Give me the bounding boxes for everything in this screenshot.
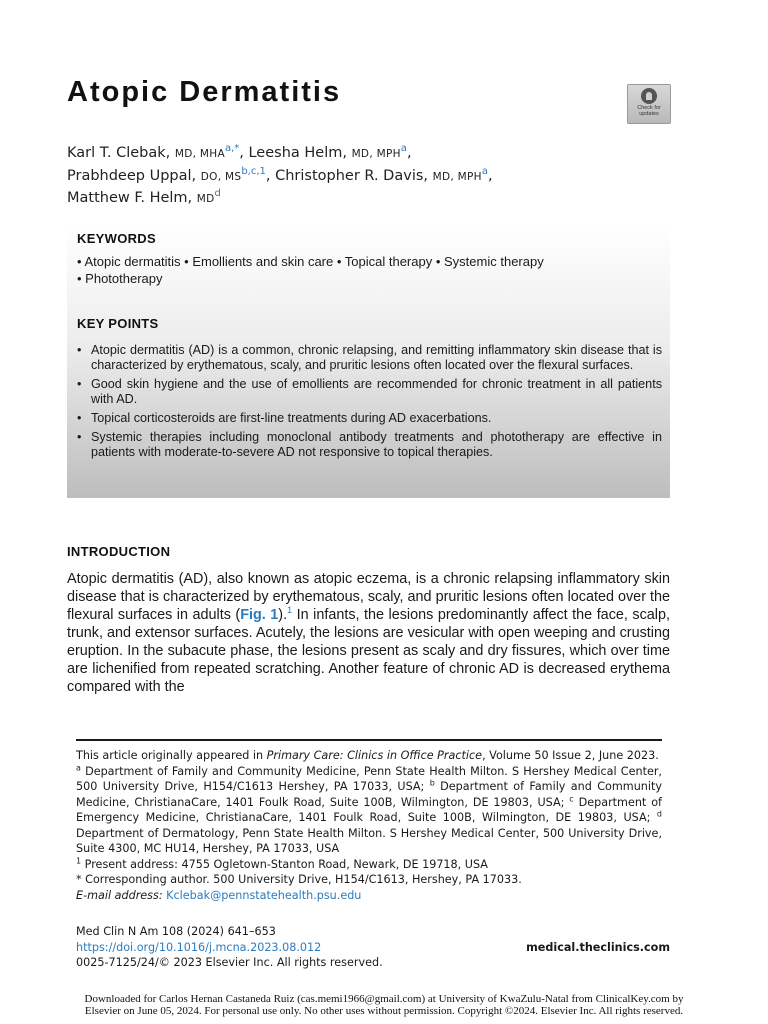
download-notice: Downloaded for Carlos Hernan Castaneda Ruiz (cas.memi1966@gmail.com) at University of KwaZulu-Natal from ClinicalKey.com by Elsevier on June 05, 2024. For personal use only. No other uses without permission. Copyright ©2024. Elsevier Inc. All rights reserved.	[84, 993, 684, 1017]
author-affiliation-link[interactable]: d	[214, 188, 221, 200]
check-for-updates-badge[interactable]	[627, 84, 671, 124]
key-point: • Atopic dermatitis (AD) is a common, chronic relapsing, and remitting inflammatory skin disease that is characterized by erythematous, scaly, and pruritic lesions often located over the flexural surfaces.	[77, 343, 662, 373]
citation-block	[76, 924, 670, 971]
figure-1-link[interactable]: Fig. 1	[240, 607, 279, 623]
keyword: Topical therapy	[344, 254, 433, 269]
present-address: $^1$ Present address: 4755 Ogletown-Stanton Road, Newark, DE 19718, USA	[76, 855, 488, 871]
author-degrees: MD, MPH	[351, 148, 401, 160]
author-name: Christopher R. Davis,	[275, 167, 429, 184]
author-degrees: MD, MHA	[174, 148, 225, 160]
affiliations: $^a$ Department of Family and Community Medicine, Penn State Health Milton. S Hershey Medical Center, 500 University Drive, H154/C1613 Hershey, PA 17033, USA; $^b$ Department of Family and Community Medicine, ChristianaCare, 1401 Foulk Road, Suite 100B, Wilmington, DE 19803, USA; $^c$ Department of Emergency Medicine, ChristianaCare, 1401 Foulk Road, Suite 100B, Wilmington, DE 19803, USA; $^d$ Department of Dermatology, Penn State Health Milton. S Hershey Medical Center, 500 University Drive, Suite 4300, MC HU14, Hershey, PA 17033, USA	[76, 762, 662, 855]
corresponding-author: * Corresponding author. 500 University Drive, H154/C1613, Hershey, PA 17033.	[76, 873, 522, 886]
author-name: Prabhdeep Uppal,	[67, 167, 197, 184]
abstract-box	[67, 224, 670, 498]
check-for-updates-label: Check for updates	[637, 105, 661, 117]
author-degrees: MD	[196, 193, 215, 205]
keywords-heading: KEYWORDS	[77, 231, 156, 246]
bookmark-icon	[641, 88, 657, 104]
email-line: E-mail address: Kclebak@pennstatehealth.psu.edu	[76, 888, 362, 902]
footnotes	[76, 748, 662, 903]
author-name: Karl T. Clebak,	[67, 145, 171, 161]
author-degrees: MD, MPH	[432, 170, 482, 183]
doi-link[interactable]: https://doi.org/10.1016/j.mcna.2023.08.012	[76, 940, 322, 954]
key-points-heading: KEY POINTS	[77, 316, 159, 331]
author-name: Matthew F. Helm,	[67, 190, 193, 206]
article-title: Atopic Dermatitis	[67, 76, 342, 108]
key-point: • Systemic therapies including monoclonal antibody treatments and phototherapy are effective in patients with moderate-to-severe AD not responsive to topical therapies.	[77, 430, 662, 460]
keyword: Atopic dermatitis	[84, 254, 181, 269]
key-points-list	[77, 343, 662, 464]
keyword: Emollients and skin care	[192, 254, 334, 269]
origin-note: This article originally appeared in Primary Care: Clinics in Office Practice, Volume 50 Issue 2, June 2023.	[76, 749, 659, 762]
reference-1-link[interactable]: 1	[287, 605, 293, 616]
footnote-divider	[76, 739, 662, 741]
journal-citation: Med Clin N Am 108 (2024) 641–653	[76, 925, 276, 938]
site-link[interactable]: medical.theclinics.com	[526, 940, 670, 954]
copyright-line: 0025-7125/24/© 2023 Elsevier Inc. All rights reserved.	[76, 956, 383, 969]
keyword: Phototherapy	[85, 271, 163, 286]
introduction-paragraph: Atopic dermatitis (AD), also known as atopic eczema, is a chronic relapsing inflammatory skin disease that is characterized by erythematous, scaly, and pruritic lesions often located over the flexural surfaces in adults (Fig. 1).$^1$ In infants, the lesions predominantly affect the face, scalp, trunk, and extensor surfaces. Acutely, the lesions are vesicular with open weeping and crusting eruption. In the subacute phase, the lesions present as scaly and dry fissures, which over time are lichenified from repeated scratching. Another feature of chronic AD is decreased erythema compared with the	[67, 571, 670, 695]
author-affiliation-link[interactable]: a	[400, 143, 407, 155]
key-point: • Good skin hygiene and the use of emollients are recommended for chronic treatment in all patients with AD.	[77, 377, 662, 407]
author-affiliation-link[interactable]: b,c,1	[241, 165, 266, 177]
author-affiliation-link[interactable]: a	[481, 165, 488, 177]
introduction-heading: INTRODUCTION	[67, 544, 171, 559]
key-point: • Topical corticosteroids are first-line treatments during AD exacerbations.	[77, 411, 662, 426]
author-affiliation-link[interactable]: a,*	[224, 143, 240, 155]
email-link[interactable]: Kclebak@pennstatehealth.psu.edu	[166, 888, 362, 902]
author-name: Leesha Helm,	[248, 145, 347, 161]
keywords-list: • Atopic dermatitis • Emollients and skin care • Topical therapy • Systemic therapy • Phototherapy	[77, 254, 544, 286]
author-degrees: DO, MS	[200, 170, 242, 183]
keyword: Systemic therapy	[444, 254, 544, 269]
author-list: Karl T. Clebak, MD, MHA$^{a,*}$, Leesha Helm, MD, MPH$^a$, Prabhdeep Uppal, DO, MS$^{b,c,1}$, Christopher R. Davis, MD, MPH$^a$, Matthew F. Helm, MD$^d$	[67, 143, 493, 206]
